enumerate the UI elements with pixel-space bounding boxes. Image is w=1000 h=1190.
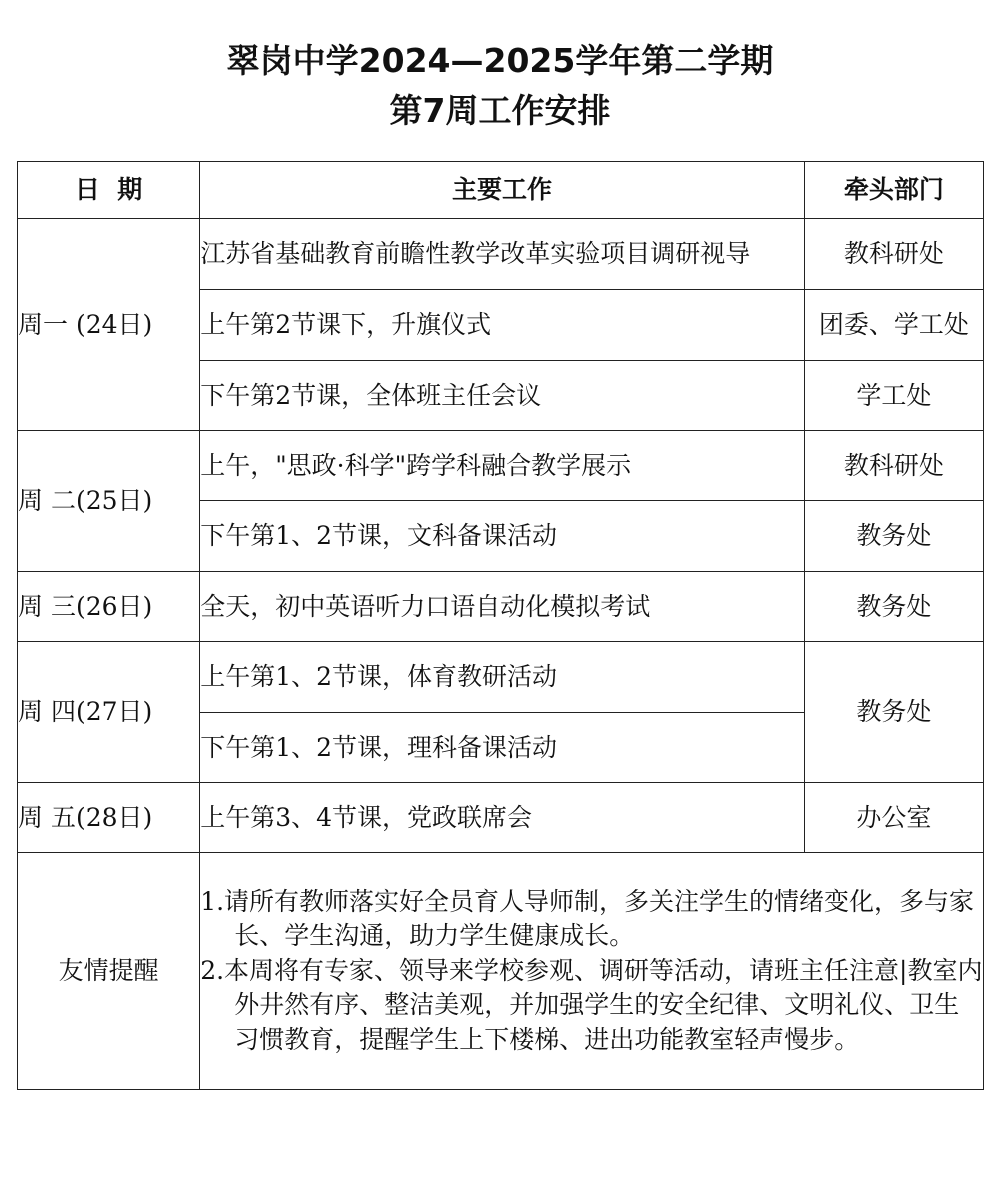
work-cell: 上午第3、4节课，党政联席会 [200, 783, 805, 853]
work-cell: 下午第1、2节课，文科备课活动 [200, 501, 805, 572]
dept-cell: 教科研处 [804, 219, 983, 290]
reminder-note-2: 2.本周将有专家、领导来学校参观、调研等活动，请班主任注意|教室内外井然有序、整洁美观，并加强学生的安全纪律、文明礼仪、卫生习惯教育，提醒学生上下楼梯、进出功能教室轻声慢步。 [200, 955, 983, 1054]
dept-cell: 办公室 [804, 783, 983, 853]
page-subtitle: 第7周工作安排 [389, 91, 611, 130]
schedule-table [17, 161, 984, 1090]
work-cell: 上午第2节课下，升旗仪式 [200, 290, 805, 361]
table-row [18, 219, 984, 290]
date-cell-thursday: 周 四(27日) [18, 642, 200, 783]
table-row [18, 431, 984, 501]
work-cell: 下午第1、2节课，理科备课活动 [200, 713, 805, 783]
dept-cell: 教科研处 [804, 431, 983, 501]
work-cell: 上午第1、2节课，体育教研活动 [200, 642, 805, 713]
reminder-note-1: 1.请所有教师落实好全员育人导师制，多关注学生的情绪变化，多与家长、学生沟通，助力学生健康成长。 [200, 886, 975, 951]
table-row [18, 783, 984, 853]
table-row [18, 642, 984, 713]
page-title: 翠岗中学2024—2025学年第二学期 [226, 41, 774, 80]
table-header-row [18, 162, 984, 219]
reminder-notes [200, 853, 984, 1090]
dept-cell: 教务处 [804, 572, 983, 642]
header-dept: 牵头部门 [804, 162, 983, 219]
work-cell: 上午，"思政·科学"跨学科融合教学展示 [200, 431, 805, 501]
date-cell-friday: 周 五(28日) [18, 783, 200, 853]
reminder-row [18, 853, 984, 1090]
dept-cell: 教务处 [804, 501, 983, 572]
work-cell: 江苏省基础教育前瞻性教学改革实验项目调研视导 [200, 219, 805, 290]
dept-cell: 教务处 [804, 642, 983, 783]
reminder-label: 友情提醒 [18, 853, 200, 1090]
work-cell: 全天，初中英语听力口语自动化模拟考试 [200, 572, 805, 642]
work-cell: 下午第2节课，全体班主任会议 [200, 361, 805, 431]
header-date: 日 期 [18, 162, 200, 219]
dept-cell: 学工处 [804, 361, 983, 431]
dept-cell: 团委、学工处 [804, 290, 983, 361]
date-cell-monday: 周一 (24日) [18, 219, 200, 431]
date-cell-tuesday: 周 二(25日) [18, 431, 200, 572]
header-work: 主要工作 [200, 162, 805, 219]
date-cell-wednesday: 周 三(26日) [18, 572, 200, 642]
table-row [18, 572, 984, 642]
